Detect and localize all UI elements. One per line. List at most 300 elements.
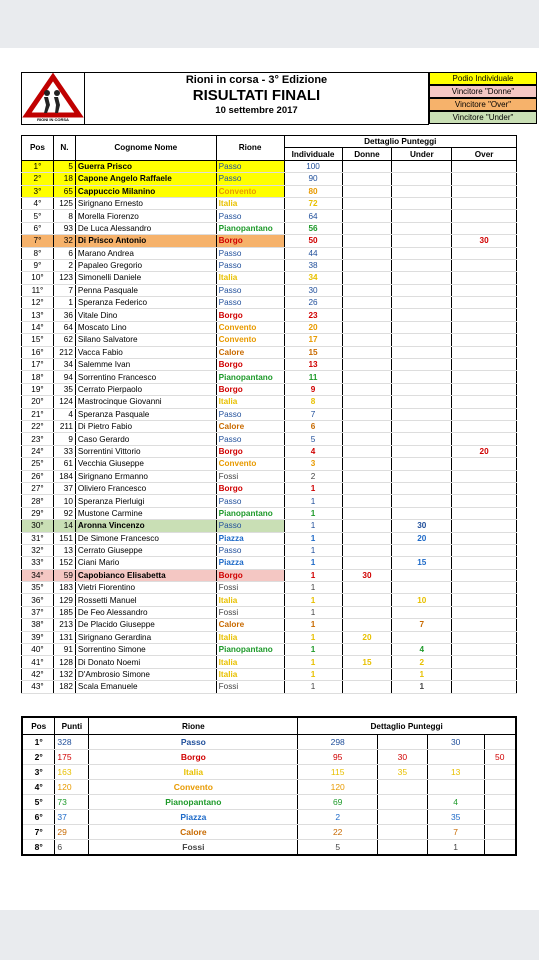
donne-cell bbox=[342, 557, 392, 569]
individuale-cell: 1 bbox=[284, 631, 342, 643]
rione-cell: Calore bbox=[216, 420, 284, 432]
sum-under-cell: 30 bbox=[427, 735, 484, 750]
individuale-cell: 1 bbox=[284, 544, 342, 556]
sum-rione-cell: Borgo bbox=[89, 750, 298, 765]
sum-rione-cell: Italia bbox=[89, 765, 298, 780]
individuale-cell: 26 bbox=[284, 297, 342, 309]
rione-cell: Convento bbox=[216, 321, 284, 333]
donne-cell bbox=[342, 321, 392, 333]
sum-individuale-cell: 95 bbox=[298, 750, 378, 765]
name-cell: Penna Pasquale bbox=[75, 284, 216, 296]
sum-col-rione: Rione bbox=[89, 717, 298, 735]
individuale-cell: 1 bbox=[284, 619, 342, 631]
name-cell: Speranza Pasquale bbox=[75, 408, 216, 420]
under-cell bbox=[392, 297, 452, 309]
donne-cell bbox=[342, 359, 392, 371]
individuale-cell: 34 bbox=[284, 272, 342, 284]
name-cell: Aronna Vincenzo bbox=[75, 520, 216, 532]
sum-punti-cell: 29 bbox=[55, 825, 89, 840]
name-cell: Mastrocinque Giovanni bbox=[75, 396, 216, 408]
table-row bbox=[22, 334, 517, 346]
individuale-cell: 6 bbox=[284, 420, 342, 432]
under-cell bbox=[392, 222, 452, 234]
table-row bbox=[22, 470, 517, 482]
table-row bbox=[22, 284, 517, 296]
under-cell: 2 bbox=[392, 656, 452, 668]
sum-rione-cell: Passo bbox=[89, 735, 298, 750]
number-cell: 184 bbox=[53, 470, 75, 482]
pos-cell: 37° bbox=[22, 606, 54, 618]
table-row bbox=[22, 173, 517, 185]
sum-punti-cell: 163 bbox=[55, 765, 89, 780]
over-cell bbox=[452, 507, 517, 519]
individuale-cell: 3 bbox=[284, 458, 342, 470]
sum-over-cell: 50 bbox=[484, 750, 516, 765]
title-box bbox=[85, 72, 429, 125]
over-cell bbox=[452, 297, 517, 309]
number-cell: 2 bbox=[53, 259, 75, 271]
number-cell: 62 bbox=[53, 334, 75, 346]
name-cell: Sorrentino Francesco bbox=[75, 371, 216, 383]
name-cell: Ciani Mario bbox=[75, 557, 216, 569]
donne-cell bbox=[342, 470, 392, 482]
sum-punti-cell: 6 bbox=[55, 840, 89, 856]
table-row bbox=[22, 458, 517, 470]
sum-individuale-cell: 298 bbox=[298, 735, 378, 750]
name-cell: De Placido Giuseppe bbox=[75, 619, 216, 631]
rione-cell: Borgo bbox=[216, 309, 284, 321]
over-cell bbox=[452, 197, 517, 209]
name-cell: Sirignano Gerardina bbox=[75, 631, 216, 643]
donne-cell bbox=[342, 284, 392, 296]
number-cell: 8 bbox=[53, 210, 75, 222]
pos-cell: 31° bbox=[22, 532, 54, 544]
over-cell bbox=[452, 222, 517, 234]
sum-col-punti: Punti bbox=[55, 717, 89, 735]
rione-cell: Convento bbox=[216, 334, 284, 346]
number-cell: 123 bbox=[53, 272, 75, 284]
table-row bbox=[22, 235, 517, 247]
rioni-logo bbox=[21, 72, 85, 125]
donne-cell bbox=[342, 520, 392, 532]
table-row bbox=[22, 557, 517, 569]
rione-cell: Convento bbox=[216, 458, 284, 470]
donne-cell bbox=[342, 346, 392, 358]
number-cell: 91 bbox=[53, 644, 75, 656]
over-cell bbox=[452, 359, 517, 371]
name-cell: Cerrato Giuseppe bbox=[75, 544, 216, 556]
table-row bbox=[22, 532, 517, 544]
individuale-cell: 1 bbox=[284, 644, 342, 656]
rione-cell: Passo bbox=[216, 284, 284, 296]
pos-cell: 39° bbox=[22, 631, 54, 643]
sum-pos-cell: 3° bbox=[22, 765, 55, 780]
number-cell: 152 bbox=[53, 557, 75, 569]
name-cell: Di Prisco Antonio bbox=[75, 235, 216, 247]
summary-row bbox=[22, 765, 516, 780]
rione-cell: Pianopantano bbox=[216, 222, 284, 234]
under-cell: 20 bbox=[392, 532, 452, 544]
sum-under-cell: 1 bbox=[427, 840, 484, 856]
sum-over-cell bbox=[484, 780, 516, 795]
summary-row bbox=[22, 735, 516, 750]
individuale-cell: 44 bbox=[284, 247, 342, 259]
sum-col-dettaglio: Dettaglio Punteggi bbox=[298, 717, 516, 735]
over-cell bbox=[452, 668, 517, 680]
individuale-cell: 5 bbox=[284, 433, 342, 445]
under-cell bbox=[392, 606, 452, 618]
rione-cell: Passo bbox=[216, 520, 284, 532]
rione-cell: Fossi bbox=[216, 470, 284, 482]
donne-cell bbox=[342, 309, 392, 321]
over-cell bbox=[452, 495, 517, 507]
number-cell: 18 bbox=[53, 173, 75, 185]
over-cell: 30 bbox=[452, 235, 517, 247]
summary-table bbox=[21, 716, 517, 856]
name-cell: Vitale Dino bbox=[75, 309, 216, 321]
under-cell bbox=[392, 507, 452, 519]
number-cell: 128 bbox=[53, 656, 75, 668]
rione-cell: Borgo bbox=[216, 569, 284, 581]
number-cell: 124 bbox=[53, 396, 75, 408]
over-cell bbox=[452, 210, 517, 222]
donne-cell bbox=[342, 247, 392, 259]
name-cell: Moscato Lino bbox=[75, 321, 216, 333]
number-cell: 13 bbox=[53, 544, 75, 556]
legend-item: Vincitore "Over" bbox=[429, 98, 537, 111]
table-row bbox=[22, 644, 517, 656]
individuale-cell: 23 bbox=[284, 309, 342, 321]
sum-donne-cell bbox=[378, 810, 428, 825]
over-cell bbox=[452, 334, 517, 346]
pos-cell: 24° bbox=[22, 445, 54, 457]
sum-punti-cell: 37 bbox=[55, 810, 89, 825]
summary-row bbox=[22, 750, 516, 765]
pos-cell: 22° bbox=[22, 420, 54, 432]
sum-donne-cell bbox=[378, 795, 428, 810]
donne-cell: 15 bbox=[342, 656, 392, 668]
pos-cell: 23° bbox=[22, 433, 54, 445]
name-cell: Sorrentini Vittorio bbox=[75, 445, 216, 457]
name-cell: Vecchia Giuseppe bbox=[75, 458, 216, 470]
name-cell: Di Donato Noemi bbox=[75, 656, 216, 668]
individuale-cell: 1 bbox=[284, 656, 342, 668]
number-cell: 211 bbox=[53, 420, 75, 432]
sum-pos-cell: 4° bbox=[22, 780, 55, 795]
pos-cell: 11° bbox=[22, 284, 54, 296]
individuale-cell: 72 bbox=[284, 197, 342, 209]
name-cell: Cerrato Pierpaolo bbox=[75, 383, 216, 395]
number-cell: 94 bbox=[53, 371, 75, 383]
over-cell bbox=[452, 458, 517, 470]
under-cell bbox=[392, 197, 452, 209]
table-row bbox=[22, 408, 517, 420]
under-cell: 7 bbox=[392, 619, 452, 631]
table-row bbox=[22, 520, 517, 532]
individuale-cell: 38 bbox=[284, 259, 342, 271]
over-cell bbox=[452, 185, 517, 197]
name-cell: Silano Salvatore bbox=[75, 334, 216, 346]
name-cell: Mustone Carmine bbox=[75, 507, 216, 519]
donne-cell bbox=[342, 396, 392, 408]
individuale-cell: 50 bbox=[284, 235, 342, 247]
under-cell bbox=[392, 371, 452, 383]
number-cell: 36 bbox=[53, 309, 75, 321]
donne-cell bbox=[342, 681, 392, 693]
table-row bbox=[22, 222, 517, 234]
table-row bbox=[22, 160, 517, 172]
under-cell bbox=[392, 420, 452, 432]
sum-over-cell bbox=[484, 840, 516, 856]
table-row bbox=[22, 668, 517, 680]
over-cell bbox=[452, 470, 517, 482]
sum-pos-cell: 8° bbox=[22, 840, 55, 856]
over-cell bbox=[452, 681, 517, 693]
rione-cell: Borgo bbox=[216, 359, 284, 371]
table-row bbox=[22, 359, 517, 371]
name-cell: Rossetti Manuel bbox=[75, 594, 216, 606]
donne-cell bbox=[342, 606, 392, 618]
number-cell: 65 bbox=[53, 185, 75, 197]
under-cell bbox=[392, 247, 452, 259]
number-cell: 1 bbox=[53, 297, 75, 309]
under-cell bbox=[392, 582, 452, 594]
over-cell bbox=[452, 532, 517, 544]
under-cell bbox=[392, 396, 452, 408]
pos-cell: 18° bbox=[22, 371, 54, 383]
donne-cell bbox=[342, 668, 392, 680]
number-cell: 151 bbox=[53, 532, 75, 544]
name-cell: Caso Gerardo bbox=[75, 433, 216, 445]
rione-cell: Passo bbox=[216, 259, 284, 271]
pos-cell: 3° bbox=[22, 185, 54, 197]
sum-under-cell: 13 bbox=[427, 765, 484, 780]
under-cell bbox=[392, 321, 452, 333]
donne-cell bbox=[342, 235, 392, 247]
number-cell: 7 bbox=[53, 284, 75, 296]
individuale-cell: 56 bbox=[284, 222, 342, 234]
under-cell: 10 bbox=[392, 594, 452, 606]
table-row bbox=[22, 247, 517, 259]
individuale-cell: 1 bbox=[284, 594, 342, 606]
sum-under-cell: 35 bbox=[427, 810, 484, 825]
pos-cell: 16° bbox=[22, 346, 54, 358]
over-cell bbox=[452, 606, 517, 618]
individuale-cell: 1 bbox=[284, 606, 342, 618]
pos-cell: 32° bbox=[22, 544, 54, 556]
sum-under-cell: 7 bbox=[427, 825, 484, 840]
donne-cell bbox=[342, 532, 392, 544]
pos-cell: 10° bbox=[22, 272, 54, 284]
rione-cell: Borgo bbox=[216, 383, 284, 395]
name-cell: Sorrentino Simone bbox=[75, 644, 216, 656]
results-header bbox=[21, 72, 517, 125]
summary-row bbox=[22, 780, 516, 795]
under-cell bbox=[392, 259, 452, 271]
pos-cell: 33° bbox=[22, 557, 54, 569]
col-rione: Rione bbox=[216, 136, 284, 161]
under-cell bbox=[392, 309, 452, 321]
col-donne: Donne bbox=[342, 148, 392, 160]
number-cell: 61 bbox=[53, 458, 75, 470]
over-cell bbox=[452, 408, 517, 420]
col-over: Over bbox=[452, 148, 517, 160]
name-cell: Scala Emanuele bbox=[75, 681, 216, 693]
sum-individuale-cell: 2 bbox=[298, 810, 378, 825]
over-cell bbox=[452, 272, 517, 284]
pos-cell: 36° bbox=[22, 594, 54, 606]
individuale-cell: 90 bbox=[284, 173, 342, 185]
individuale-cell: 2 bbox=[284, 470, 342, 482]
name-cell: Cappuccio Milanino bbox=[75, 185, 216, 197]
under-cell bbox=[392, 495, 452, 507]
over-cell bbox=[452, 644, 517, 656]
over-cell bbox=[452, 582, 517, 594]
pos-cell: 38° bbox=[22, 619, 54, 631]
col-under: Under bbox=[392, 148, 452, 160]
number-cell: 92 bbox=[53, 507, 75, 519]
rione-cell: Passo bbox=[216, 160, 284, 172]
sum-pos-cell: 2° bbox=[22, 750, 55, 765]
over-cell bbox=[452, 160, 517, 172]
individuale-cell: 1 bbox=[284, 582, 342, 594]
donne-cell bbox=[342, 197, 392, 209]
donne-cell bbox=[342, 259, 392, 271]
rione-cell: Italia bbox=[216, 656, 284, 668]
under-cell: 15 bbox=[392, 557, 452, 569]
donne-cell bbox=[342, 619, 392, 631]
pos-cell: 15° bbox=[22, 334, 54, 346]
pos-cell: 28° bbox=[22, 495, 54, 507]
event-title: Rioni in corsa - 3° Edizione bbox=[185, 74, 328, 86]
sum-donne-cell bbox=[378, 840, 428, 856]
pos-cell: 5° bbox=[22, 210, 54, 222]
sum-donne-cell bbox=[378, 735, 428, 750]
name-cell: Guerra Prisco bbox=[75, 160, 216, 172]
table-row bbox=[22, 309, 517, 321]
sum-individuale-cell: 5 bbox=[298, 840, 378, 856]
col-name: Cognome Nome bbox=[75, 136, 216, 161]
number-cell: 4 bbox=[53, 408, 75, 420]
over-cell bbox=[452, 371, 517, 383]
donne-cell bbox=[342, 507, 392, 519]
pos-cell: 4° bbox=[22, 197, 54, 209]
under-cell: 1 bbox=[392, 668, 452, 680]
table-row bbox=[22, 259, 517, 271]
individuale-cell: 9 bbox=[284, 383, 342, 395]
rione-cell: Piazza bbox=[216, 532, 284, 544]
col-number: N. bbox=[53, 136, 75, 161]
name-cell: Sirignano Ernesto bbox=[75, 197, 216, 209]
number-cell: 212 bbox=[53, 346, 75, 358]
individuale-cell: 100 bbox=[284, 160, 342, 172]
table-row bbox=[22, 346, 517, 358]
pos-cell: 8° bbox=[22, 247, 54, 259]
name-cell: Capone Angelo Raffaele bbox=[75, 173, 216, 185]
over-cell: 20 bbox=[452, 445, 517, 457]
individuale-cell: 1 bbox=[284, 482, 342, 494]
rione-cell: Fossi bbox=[216, 681, 284, 693]
under-cell bbox=[392, 482, 452, 494]
results-table bbox=[21, 135, 517, 694]
individuale-cell: 30 bbox=[284, 284, 342, 296]
name-cell: De Simone Francesco bbox=[75, 532, 216, 544]
donne-cell bbox=[342, 160, 392, 172]
name-cell: Vietri Fiorentino bbox=[75, 582, 216, 594]
sum-rione-cell: Convento bbox=[89, 780, 298, 795]
individuale-cell: 17 bbox=[284, 334, 342, 346]
pos-cell: 1° bbox=[22, 160, 54, 172]
over-cell bbox=[452, 656, 517, 668]
under-cell bbox=[392, 445, 452, 457]
over-cell bbox=[452, 284, 517, 296]
rione-cell: Convento bbox=[216, 185, 284, 197]
pos-cell: 7° bbox=[22, 235, 54, 247]
table-row bbox=[22, 433, 517, 445]
over-cell bbox=[452, 383, 517, 395]
number-cell: 59 bbox=[53, 569, 75, 581]
name-cell: Oliviero Francesco bbox=[75, 482, 216, 494]
donne-cell bbox=[342, 582, 392, 594]
donne-cell bbox=[342, 297, 392, 309]
table-row bbox=[22, 272, 517, 284]
over-cell bbox=[452, 259, 517, 271]
donne-cell bbox=[342, 644, 392, 656]
pos-cell: 43° bbox=[22, 681, 54, 693]
over-cell bbox=[452, 420, 517, 432]
col-group-dettaglio: Dettaglio Punteggi bbox=[284, 136, 516, 148]
donne-cell: 20 bbox=[342, 631, 392, 643]
under-cell bbox=[392, 272, 452, 284]
name-cell: Speranza Pierluigi bbox=[75, 495, 216, 507]
pos-cell: 20° bbox=[22, 396, 54, 408]
sum-individuale-cell: 120 bbox=[298, 780, 378, 795]
rione-cell: Italia bbox=[216, 272, 284, 284]
name-cell: Marano Andrea bbox=[75, 247, 216, 259]
table-row bbox=[22, 371, 517, 383]
individuale-cell: 1 bbox=[284, 681, 342, 693]
over-cell bbox=[452, 631, 517, 643]
under-cell bbox=[392, 470, 452, 482]
under-cell: 1 bbox=[392, 681, 452, 693]
under-cell bbox=[392, 383, 452, 395]
individuale-cell: 8 bbox=[284, 396, 342, 408]
over-cell bbox=[452, 569, 517, 581]
sum-donne-cell: 35 bbox=[378, 765, 428, 780]
individuale-cell: 1 bbox=[284, 557, 342, 569]
individuale-cell: 80 bbox=[284, 185, 342, 197]
sum-over-cell bbox=[484, 810, 516, 825]
rione-cell: Calore bbox=[216, 346, 284, 358]
individuale-cell: 4 bbox=[284, 445, 342, 457]
sum-under-cell bbox=[427, 780, 484, 795]
donne-cell bbox=[342, 420, 392, 432]
number-cell: 35 bbox=[53, 383, 75, 395]
number-cell: 33 bbox=[53, 445, 75, 457]
logo-text: RIONI IN CORSA bbox=[37, 117, 69, 122]
rione-cell: Passo bbox=[216, 297, 284, 309]
pos-cell: 29° bbox=[22, 507, 54, 519]
table-row bbox=[22, 445, 517, 457]
rione-cell: Borgo bbox=[216, 235, 284, 247]
under-cell: 4 bbox=[392, 644, 452, 656]
pos-cell: 19° bbox=[22, 383, 54, 395]
donne-cell bbox=[342, 383, 392, 395]
donne-cell bbox=[342, 408, 392, 420]
sum-pos-cell: 6° bbox=[22, 810, 55, 825]
rione-cell: Pianopantano bbox=[216, 371, 284, 383]
under-cell bbox=[392, 334, 452, 346]
